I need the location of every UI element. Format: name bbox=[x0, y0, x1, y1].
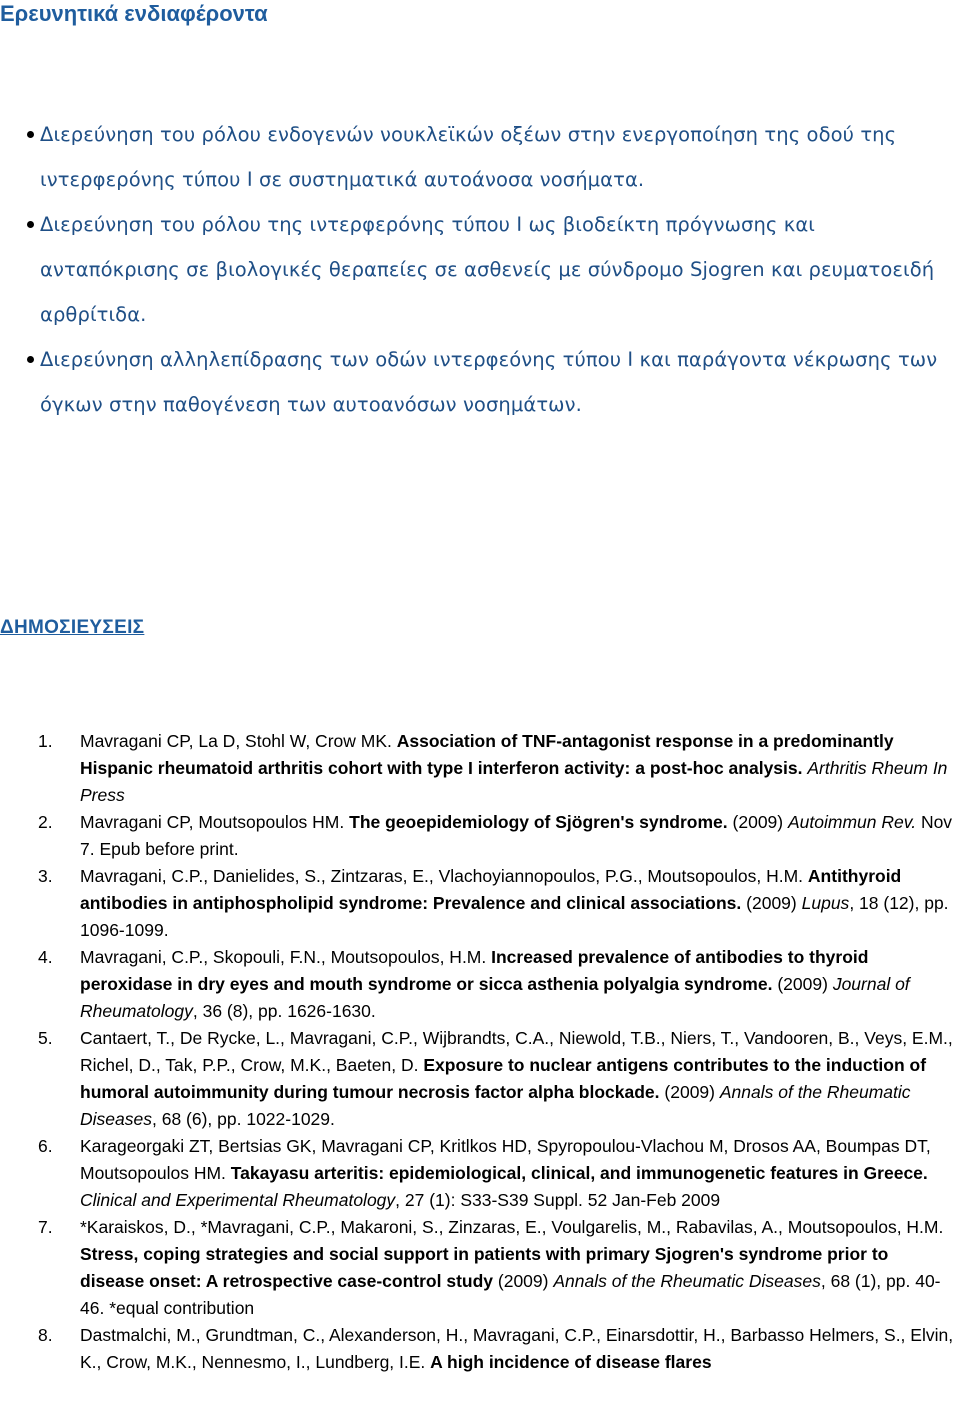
publication-number: 7. bbox=[38, 1217, 53, 1237]
publication-journal: Lupus bbox=[801, 893, 850, 913]
list-item bbox=[0, 337, 940, 427]
publication-year: (2009) bbox=[664, 1082, 715, 1102]
section-heading-publications: ΔΗΜΟΣΙΕΥΣΕΙΣ bbox=[0, 617, 145, 638]
publication-item bbox=[0, 1322, 955, 1376]
publication-number: 5. bbox=[38, 1028, 53, 1048]
list-item bbox=[0, 202, 940, 337]
bullet-icon bbox=[27, 131, 34, 138]
bullet-icon bbox=[27, 356, 34, 363]
publication-year: (2009) bbox=[732, 812, 784, 832]
publication-details: , 68 (6), pp. 1022-1029. bbox=[151, 1109, 335, 1129]
publication-title: A high incidence of disease flares bbox=[430, 1352, 712, 1372]
publication-item bbox=[0, 1214, 955, 1322]
publication-item bbox=[0, 1025, 955, 1133]
publication-year: (2009) bbox=[777, 974, 828, 994]
publication-authors: Mavragani, C.P., Skopouli, F.N., Moutsopoulos, H.M. bbox=[80, 947, 487, 967]
publication-authors: *Karaiskos, D., *Mavragani, C.P., Makaroni, S., Zinzaras, E., Voulgarelis, M., Rabavilas, A., Moutsopoulos, H.M. bbox=[80, 1217, 944, 1237]
publication-title: Stress, coping strategies and social support in patients with primary Sjogren's syndrome prior to disease onset: A retrospective case-control study bbox=[80, 1244, 889, 1291]
publication-item bbox=[0, 809, 955, 863]
publication-year: (2009) bbox=[746, 893, 797, 913]
list-item-text: Διερεύνηση αλληλεπίδρασης των οδών ιντερφεόνης τύπου Ι και παράγοντα νέκρωσης των όγκων στην παθογένεση των αυτοανόσων νοσημάτων. bbox=[40, 348, 938, 416]
publication-item bbox=[0, 1133, 955, 1214]
publication-authors: Dastmalchi, M., Grundtman, C., Alexanderson, H., Mavragani, C.P., Einarsdottir, H., Barbasso Helmers, S., Elvin, K., Crow, M.K., Nennesmo, I., Lundberg, I.E. bbox=[80, 1325, 954, 1372]
publication-authors: Mavragani CP, Moutsopoulos HM. bbox=[80, 812, 345, 832]
publication-number: 4. bbox=[38, 947, 53, 967]
publication-number: 6. bbox=[38, 1136, 53, 1156]
publication-item bbox=[0, 944, 955, 1025]
publication-details: , 36 (8), pp. 1626-1630. bbox=[192, 1001, 376, 1021]
publication-title: Increased prevalence of antibodies to thyroid peroxidase in dry eyes and mouth syndrome or sicca asthenia polyalgia syndrome. bbox=[80, 947, 869, 994]
publication-journal: Annals of the Rheumatic Diseases bbox=[80, 1082, 911, 1129]
list-item-text: Διερεύνηση του ρόλου ενδογενών νουκλεϊκών οξέων στην ενεργοποίηση της οδού της ιντερφερόνης τύπου Ι σε συστηματικά αυτοάνοσα νοσήματα. bbox=[40, 123, 897, 191]
publication-title: Association of TNF-antagonist response in a predominantly Hispanic rheumatoid arthritis cohort with type I interferon activity: a post-hoc analysis. bbox=[80, 731, 894, 778]
publication-authors: Karageorgaki ZT, Bertsias GK, Mavragani CP, Kritlkos HD, Spyropoulou-Vlachou M, Drosos AA, Boumpas DT, Moutsopoulos HM. bbox=[80, 1136, 931, 1183]
publication-details: Nov 7. Epub before print. bbox=[80, 812, 953, 859]
publication-details: , 18 (12), pp. 1096-1099. bbox=[80, 893, 949, 940]
publication-details: , 27 (1): S33-S39 Suppl. 52 Jan-Feb 2009 bbox=[395, 1190, 721, 1210]
list-item-text: Διερεύνηση του ρόλου της ιντερφερόνης τύπου Ι ως βιοδείκτη πρόγνωσης και ανταπόκρισης σε βιολογικές θεραπείες σε ασθενείς με σύνδρομο Sjogren και ρευματοειδή αρθρίτιδα. bbox=[40, 213, 935, 326]
publication-authors: Mavragani CP, La D, Stohl W, Crow MK. bbox=[80, 731, 392, 751]
publication-authors: Mavragani, C.P., Danielides, S., Zintzaras, E., Vlachoyiannopoulos, P.G., Moutsopoulos, H.M. bbox=[80, 866, 804, 886]
publication-number: 2. bbox=[38, 812, 53, 832]
publication-journal: Clinical and Experimental Rheumatology bbox=[80, 1190, 396, 1210]
research-interests-list bbox=[0, 112, 940, 427]
publication-details: , 68 (1), pp. 40-46. *equal contribution bbox=[80, 1271, 941, 1318]
publication-number: 3. bbox=[38, 866, 53, 886]
publication-title: Antithyroid antibodies in antiphospholipid syndrome: Prevalence and clinical associations. bbox=[80, 866, 902, 913]
publication-number: 1. bbox=[38, 731, 53, 751]
list-item bbox=[0, 112, 940, 202]
publication-title: Exposure to nuclear antigens contributes to the induction of humoral autoimmunity during tumour necrosis factor alpha blockade. bbox=[80, 1055, 927, 1102]
publication-journal: Journal of Rheumatology bbox=[80, 974, 910, 1021]
publication-journal: Arthritis Rheum In Press bbox=[80, 758, 948, 805]
publication-journal: Autoimmun Rev. bbox=[788, 812, 917, 832]
publication-number: 8. bbox=[38, 1325, 53, 1345]
publication-item bbox=[0, 728, 955, 809]
bullet-icon bbox=[27, 221, 34, 228]
publication-title: Takayasu arteritis: epidemiological, clinical, and immunogenetic features in Greece. bbox=[230, 1163, 928, 1183]
publication-year: (2009) bbox=[497, 1271, 549, 1291]
section-heading-research-interests: Ερευνητικά ενδιαφέροντα bbox=[0, 1, 268, 26]
publication-authors: Cantaert, T., De Rycke, L., Mavragani, C.P., Wijbrandts, C.A., Niewold, T.B., Niers, T., Vandooren, B., Veys, E.M., Richel, D., Tak, P.P., Crow, M.K., Baeten, D. bbox=[80, 1028, 953, 1075]
publication-item bbox=[0, 863, 955, 944]
publication-journal: Annals of the Rheumatic Diseases bbox=[553, 1271, 821, 1291]
publication-title: The geoepidemiology of Sjögren's syndrome. bbox=[349, 812, 728, 832]
publications-list bbox=[0, 728, 955, 1376]
